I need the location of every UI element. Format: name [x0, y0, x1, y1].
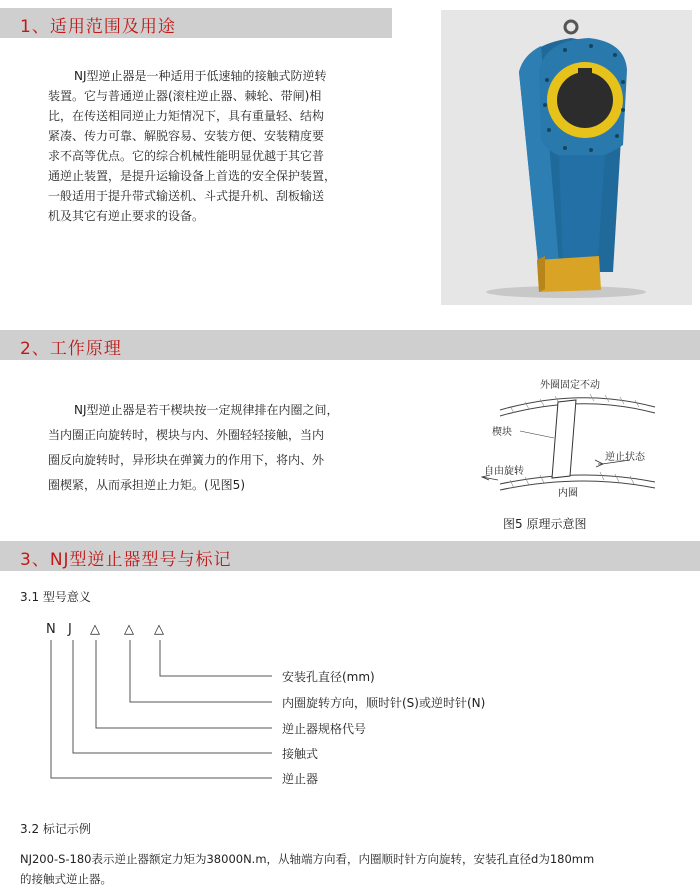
- code-placeholder-bore: △: [154, 622, 164, 637]
- product-photo: [441, 10, 692, 305]
- section2-paragraph: [48, 398, 388, 498]
- marking-example-line-2: 的接触式逆止器。: [20, 872, 112, 886]
- section1-paragraph: [48, 66, 383, 226]
- code-connector-lines: [0, 640, 280, 790]
- free-rotation-label: 自由旋转: [484, 466, 524, 477]
- wedge-label: 楔块: [492, 427, 512, 438]
- code-placeholder-spec: △: [90, 622, 100, 637]
- subheading-model-meaning: 3.1 型号意义: [20, 590, 91, 604]
- legend-contact-type: 接触式: [282, 747, 319, 761]
- section2-heading: 2、工作原理: [20, 339, 122, 359]
- section1-line-8: 机及其它有逆止要求的设备。: [48, 209, 205, 223]
- stop-state-label: 逆止状态: [605, 452, 645, 463]
- section1-line-7: 一般适用于提升带式输送机、斗式提升机、刮板输送: [48, 189, 325, 203]
- figure-caption: 图5 原理示意图: [503, 517, 587, 531]
- section3-banner: [0, 541, 700, 571]
- outer-ring-label: 外圈固定不动: [540, 380, 600, 391]
- legend-spec-code: 逆止器规格代号: [282, 722, 367, 736]
- section1-heading: 1、适用范围及用途: [20, 17, 176, 37]
- section2-line-2: 当内圈正向旋转时，楔块与内、外圈轻轻接触，当内: [48, 428, 325, 442]
- principle-diagram: [470, 372, 670, 507]
- section1-banner: [0, 8, 392, 38]
- section2-banner: [0, 330, 700, 360]
- section2-line-4: 圈楔紧，从而承担逆止力矩。(见图5): [48, 478, 245, 492]
- section1-line-1: NJ型逆止器是一种适用于低速轴的接触式防逆转: [74, 69, 327, 83]
- section1-line-6: 通逆止装置，是提升运输设备上首选的安全保护装置，: [48, 169, 337, 183]
- section1-line-5: 求不高等优点。它的综合机械性能明显优越于其它普: [48, 149, 325, 163]
- legend-bore-diameter: 安装孔直径(mm): [282, 670, 375, 684]
- inner-ring-label: 内圈: [558, 488, 578, 499]
- legend-rotation-direction: 内圈旋转方向，顺时针(S)或逆时针(N): [282, 696, 486, 710]
- code-letter-j: J: [68, 622, 72, 637]
- section2-line-1: NJ型逆止器是若干楔块按一定规律排在内圈之间，: [74, 403, 339, 417]
- legend-backstop: 逆止器: [282, 772, 319, 786]
- code-letter-n: N: [46, 622, 56, 637]
- section1-line-4: 紧凑、传力可靠、解脱容易、安装方便、安装精度要: [48, 129, 325, 143]
- section2-line-3: 圈反向旋转时，异形块在弹簧力的作用下，将内、外: [48, 453, 325, 467]
- section1-line-2: 装置。它与普通逆止器(滚柱逆止器、棘轮、带闸)相: [48, 89, 322, 103]
- code-placeholder-direction: △: [124, 622, 134, 637]
- section3-heading: 3、NJ型逆止器型号与标记: [20, 550, 232, 570]
- marking-example-text: [20, 849, 698, 889]
- backstop-illustration: [441, 10, 692, 305]
- marking-example-line-1: NJ200-S-180表示逆止器额定力矩为38000N.m，从轴端方向看，内圈顺时针方向旋转，安装孔直径d为180mm: [20, 852, 595, 866]
- subheading-marking-example: 3.2 标记示例: [20, 822, 91, 836]
- section1-line-3: 比，在传送相同逆止力矩情况下，具有重量轻、结构: [48, 109, 325, 123]
